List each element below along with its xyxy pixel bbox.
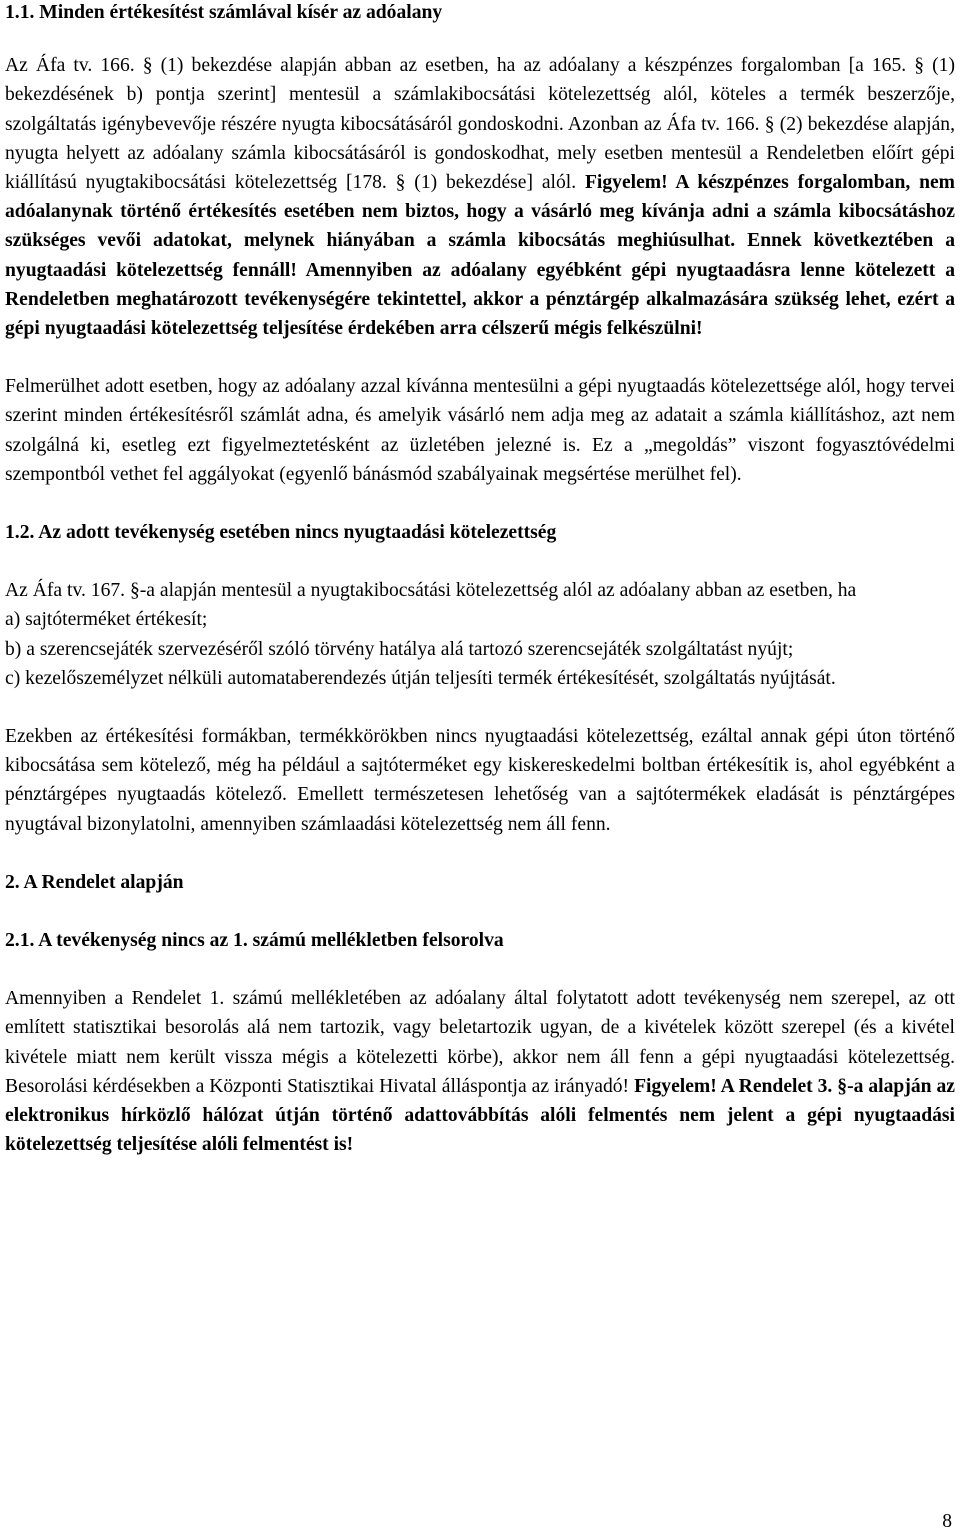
paragraph-4-warning: Figyelem! A Rendelet 3. §-a alapján az elektronikus hírközlő hálózat útján történő adattovábbítás alóli felmentés nem jelent a gépi nyugtaadási kötelezettség teljesítése alóli felmentést is! — [5, 1075, 956, 1156]
paragraph-intro: Az Áfa tv. 167. §-a alapján mentesül a nyugtakibocsátási kötelezettség alól az adóalany abban az esetben, ha — [5, 580, 857, 602]
section-1-1-heading: 1.1. Minden értékesítést számlával kísér az adóalany — [5, 2, 443, 23]
paragraph-4 — [5, 984, 955, 1159]
list-item-b: b) a szerencsejáték szervezéséről szóló törvény hatálya alá tartozó szerencsejáték szolgáltatást nyújt; — [5, 638, 794, 660]
paragraph-2: Felmerülhet adott esetben, hogy az adóalany azzal kívánna mentesülni a gépi nyugtaadás kötelezettsége alól, hogy tervei szerint minden értékesítésről számlát adna, és amelyik vásárló nem adja meg az adatait a számla kiállításhoz, azt nem szolgálná ki, esetleg ezt figyelmeztetésként az üzletében jelezné is. Ez a „megoldás” viszont fogyasztóvédelmi szempontból vethet fel aggályokat (egyenlő bánásmód szabályainak megsértése merülhet fel). — [5, 376, 955, 485]
paragraph-1-warning: Figyelem! A készpénzes forgalomban, nem adóalanynak történő értékesítés esetében nem biztos, hogy a vásárló meg kívánja adni a számla kibocsátáshoz szükséges vevői adatokat, melynek hiányában a számla kibocsátás meghiúsulhat. Ennek következtében a nyugtaadási kötelezettség fennáll! Amennyiben az adóalany egyébként gépi nyugtaadásra lenne kötelezett a Rendeletben meghatározott tevékenységére tekintettel, akkor a pénztárgép alkalmazására szükség lehet, ezért a gépi nyugtaadási kötelezettség teljesítése érdekében arra célszerű mégis felkészülni! — [5, 172, 955, 340]
list-item-a: a) sajtóterméket értékesít; — [5, 609, 208, 631]
section-2-1-heading: 2.1. A tevékenység nincs az 1. számú mellékletben felsorolva — [5, 930, 504, 952]
document-page — [5, 0, 955, 1160]
paragraph-3: Ezekben az értékesítési formákban, termékkörökben nincs nyugtaadási kötelezettség, ezáltal annak gépi úton történő kibocsátása sem kötelező, még ha például a sajtóterméket egy kiskereskedelmi boltban értékesítik is, ahol egyébként a pénztárgépes nyugtaadás kötelező. Emellett természetesen lehetőség van a sajtótermékek eladását is pénztárgépes nyugtával bizonylatolni, amennyiben számlaadási kötelezettség nem áll fenn. — [5, 726, 955, 835]
paragraph-1-text: Az Áfa tv. 166. § (1) bekezdése alapján abban az esetben, ha az adóalany a készpénzes forgalomban [a 165. § (1) bekezdésének b) pontja szerint] mentesül a számlakibocsátási kötelezettség alól, köteles a termék beszerzője, szolgáltatás igénybevevője részére nyugta kibocsátásáról gondoskodni. Azonban az Áfa tv. 166. § (2) bekezdése alapján, nyugta helyett az adóalany számla kibocsátásáról is gondoskodhat, mely esetben mentesül a Rendeletben előírt gépi kiállítású nyugtakibocsátási kötelezettség [178. § (1) bekezdése] alól. — [5, 55, 955, 194]
section-1-2-heading: 1.2. Az adott tevékenység esetében nincs nyugtaadási kötelezettség — [5, 522, 557, 544]
paragraph-1 — [5, 51, 955, 343]
page-number: 8 — [942, 1511, 952, 1532]
list-item-c: c) kezelőszemélyzet nélküli automataberendezés útján teljesíti termék értékesítését, szolgáltatás nyújtását. — [5, 667, 836, 689]
section-2-heading: 2. A Rendelet alapján — [5, 871, 184, 893]
paragraph-4-text: Amennyiben a Rendelet 1. számú mellékletében az adóalany által folytatott adott tevékenység nem szerepel, az ott említett statisztikai besorolás alá nem tartozik, vagy beletartozik ugyan, de a kivételek között szerepel (és a kivétel kivétele miatt nem került vissza mégis a kötelezetti körbe), akkor nem áll fenn a gépi nyugtaadási kötelezettség. Besorolási kérdésekben a Központi Statisztikai Hivatal álláspontja az irányadó! — [5, 988, 955, 1097]
